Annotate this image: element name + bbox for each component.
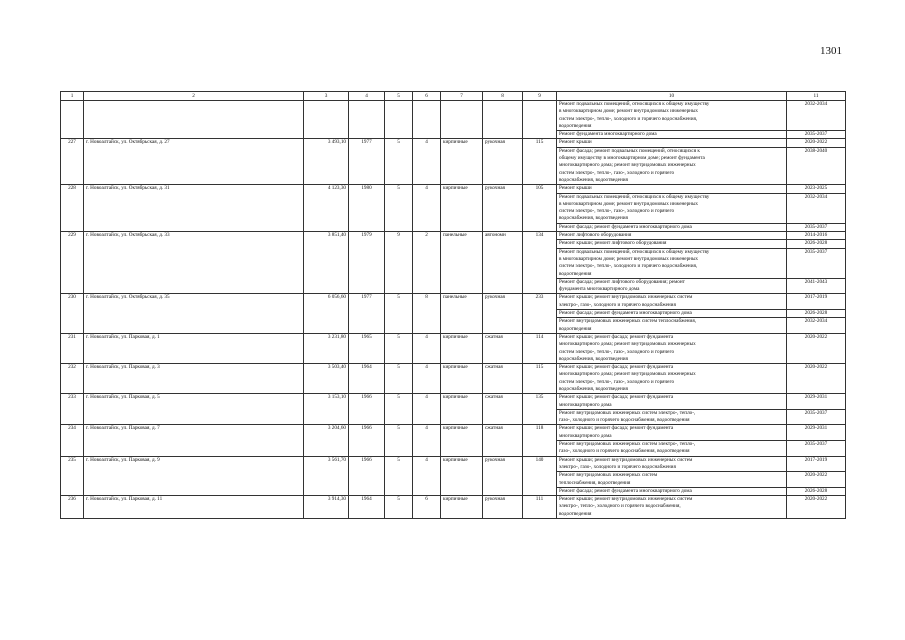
repair-works-cell <box>557 223 787 231</box>
repair-works-line: Ремонт крыши; ремонт внутридомовых инженерных систем <box>559 294 693 301</box>
repair-works-line: систем электро-, тепло-, холодного и горячего водоснабжения, <box>559 115 698 122</box>
repair-works-line: водоснабжения, водоотведения <box>559 385 628 392</box>
building-number-cell: 233 <box>61 394 84 425</box>
repair-works-line: Ремонт внутридомовых инженерных систем электро-, тепло-, <box>559 409 696 416</box>
address-cell: г. Новоалтайск, ул. Парковая, д. 1 <box>84 333 304 363</box>
repair-works-line: Ремонт крыши; ремонт фасада; ремонт фундамента <box>559 333 674 340</box>
apartments-cell: 134 <box>523 232 557 294</box>
repair-works-line: электро-, газо-, холодного и горячего водоснабжения <box>559 463 676 470</box>
address-cell: г. Новоалтайск, ул. Октябрьская, д. 27 <box>84 139 304 185</box>
gas-supply-cell: сжатная <box>483 364 523 394</box>
column-number: 6 <box>413 92 441 101</box>
repair-works-line: Ремонт крыши; ремонт фасада; ремонт фундамента <box>559 425 674 432</box>
address-cell: г. Новоалтайск, ул. Парковая, д. 9 <box>84 456 304 495</box>
repair-period-cell: 2032-2034 <box>787 318 846 334</box>
apartments-cell: 115 <box>523 139 557 185</box>
building-row <box>61 456 846 472</box>
gas-supply-cell: сжатная <box>483 425 523 456</box>
repair-works-cell <box>557 193 787 223</box>
repair-works-cell <box>557 185 787 193</box>
repair-works-cell <box>557 147 787 184</box>
repair-works-line: водоотведения <box>559 122 592 129</box>
repair-works-cell <box>557 496 787 519</box>
repair-works-cell <box>557 441 787 457</box>
floors-cell: 5 <box>385 364 413 394</box>
repair-works-cell <box>557 310 787 318</box>
apartments-cell: 135 <box>523 394 557 425</box>
apartments-cell: 111 <box>523 496 557 519</box>
repair-works-line: Ремонт подвальных помещений, относящихся к общему имуществу <box>559 193 710 200</box>
entrances-cell: 4 <box>413 139 441 185</box>
wall-material-cell: кирпичные <box>441 364 483 394</box>
area-cell: 6 056,60 <box>304 294 349 333</box>
column-number-row <box>61 92 846 101</box>
repair-period-cell: 2023-2025 <box>787 185 846 193</box>
repair-works-line: Ремонт крыши <box>559 185 592 192</box>
repair-works-line: электро-, газо-, холодного и горячего водоснабжения <box>559 301 676 308</box>
repair-works-cell <box>557 333 787 363</box>
repair-period-cell: 2020-2022 <box>787 364 846 394</box>
repair-works-line: систем электро-, тепло-, газо-, холодного и горячего <box>559 348 675 355</box>
repair-works-cell <box>557 409 787 425</box>
floors-cell: 5 <box>385 425 413 456</box>
repair-period-cell: 2035-2037 <box>787 131 846 139</box>
building-row <box>61 185 846 193</box>
repair-works-cell <box>557 139 787 147</box>
repair-period-cell: 2032-2034 <box>787 101 846 131</box>
repair-period-cell: 2020-2022 <box>787 139 846 147</box>
column-number: 3 <box>304 92 349 101</box>
wall-material-cell: кирпичные <box>441 185 483 232</box>
build-year-cell: 1980 <box>349 185 385 232</box>
build-year-cell: 1966 <box>349 394 385 425</box>
column-number: 11 <box>787 92 846 101</box>
repair-works-line: систем электро-, тепло-, газо-, холодного и горячего <box>559 169 675 176</box>
apartments-cell: 140 <box>523 456 557 495</box>
repair-works-line: Ремонт внутридомовых инженерных систем электро-, тепло-, <box>559 441 696 448</box>
floors-cell: 9 <box>385 232 413 294</box>
wall-material-cell: кирпичные <box>441 496 483 519</box>
gas-supply-cell <box>483 101 523 139</box>
repair-works-line: Ремонт крыши; ремонт внутридомовых инженерных систем <box>559 456 693 463</box>
entrances-cell: 2 <box>413 232 441 294</box>
repair-works-cell <box>557 278 787 294</box>
wall-material-cell: кирпичные <box>441 425 483 456</box>
wall-material-cell: кирпичные <box>441 456 483 495</box>
entrances-cell: 6 <box>413 496 441 519</box>
gas-supply-cell: рукочная <box>483 185 523 232</box>
building-row <box>61 232 846 240</box>
repair-period-cell: 2014-2016 <box>787 232 846 240</box>
entrances-cell: 4 <box>413 456 441 495</box>
repair-period-cell: 2026-2028 <box>787 487 846 495</box>
wall-material-cell: панельные <box>441 294 483 333</box>
column-number: 4 <box>349 92 385 101</box>
build-year-cell: 1966 <box>349 425 385 456</box>
apartments-cell <box>523 101 557 139</box>
repair-works-line: Ремонт крыши; ремонт фасада; ремонт фундамента <box>559 394 674 401</box>
repair-works-line: Ремонт фасада; ремонт лифтового оборудования; ремонт <box>559 278 685 285</box>
repair-works-line: водоснабжения, водоотведения <box>559 215 628 222</box>
area-cell: 3 204,60 <box>304 425 349 456</box>
building-number-cell: 231 <box>61 333 84 363</box>
repair-period-cell: 2041-2043 <box>787 278 846 294</box>
entrances-cell: 4 <box>413 333 441 363</box>
floors-cell <box>385 101 413 139</box>
repair-period-cell: 2029-2031 <box>787 425 846 441</box>
area-cell: 3 851,40 <box>304 232 349 294</box>
column-number: 5 <box>385 92 413 101</box>
build-year-cell: 1964 <box>349 364 385 394</box>
repair-works-line: водоотведения <box>559 325 592 332</box>
apartments-cell: 233 <box>523 294 557 333</box>
repair-period-cell: 2026-2028 <box>787 240 846 248</box>
column-number: 2 <box>84 92 304 101</box>
gas-supply-cell: рукочная <box>483 496 523 519</box>
entrances-cell: 8 <box>413 294 441 333</box>
address-cell: г. Новоалтайск, ул. Октябрьская, д. 33 <box>84 232 304 294</box>
repair-works-line: Ремонт крыши <box>559 139 592 146</box>
building-row <box>61 394 846 410</box>
building-number-cell: 229 <box>61 232 84 294</box>
repair-works-cell <box>557 248 787 278</box>
building-number-cell: 232 <box>61 364 84 394</box>
floors-cell: 5 <box>385 185 413 232</box>
repair-works-cell <box>557 394 787 410</box>
build-year-cell: 1979 <box>349 232 385 294</box>
repair-works-cell <box>557 364 787 394</box>
area-cell: 3 493,10 <box>304 139 349 185</box>
repair-period-cell: 2032-2034 <box>787 193 846 223</box>
repair-works-line: Ремонт крыши; ремонт внутридомовых инженерных систем <box>559 496 693 503</box>
repair-works-line: многоквартирного дома; ремонт внутридомовых инженерных <box>559 162 696 169</box>
repair-works-line: электро-, тепло-, холодного и горячего водоснабжения, <box>559 503 681 510</box>
building-row <box>61 333 846 363</box>
floors-cell: 5 <box>385 294 413 333</box>
address-cell: г. Новоалтайск, ул. Парковая, д. 7 <box>84 425 304 456</box>
repair-works-line: Ремонт фундамента многоквартирного дома <box>559 131 657 138</box>
building-row <box>61 425 846 441</box>
building-number-cell: 228 <box>61 185 84 232</box>
address-cell: г. Новоалтайск, ул. Октябрьская, д. 31 <box>84 185 304 232</box>
address-cell: г. Новоалтайск, ул. Парковая, д. 3 <box>84 364 304 394</box>
gas-supply-cell: сжатная <box>483 333 523 363</box>
building-number-cell: 236 <box>61 496 84 519</box>
repair-works-line: в многоквартирном доме; ремонт внутридомовых инженерных <box>559 255 699 262</box>
repair-works-line: Ремонт лифтового оборудования <box>559 232 632 239</box>
column-number: 1 <box>61 92 84 101</box>
floors-cell: 5 <box>385 456 413 495</box>
apartments-cell: 105 <box>523 185 557 232</box>
repair-period-cell: 2035-2037 <box>787 441 846 457</box>
column-number: 9 <box>523 92 557 101</box>
build-year-cell: 1965 <box>349 333 385 363</box>
repair-period-cell: 2035-2037 <box>787 409 846 425</box>
build-year-cell: 1977 <box>349 139 385 185</box>
repair-works-cell <box>557 318 787 334</box>
repair-period-cell: 2017-2019 <box>787 456 846 472</box>
building-number-cell: 230 <box>61 294 84 333</box>
repair-works-line: в многоквартирном доме; ремонт внутридомовых инженерных <box>559 108 699 115</box>
area-cell <box>304 101 349 139</box>
repair-works-line: Ремонт фасада; ремонт подвальных помещений, относящихся к <box>559 147 700 154</box>
building-row <box>61 139 846 147</box>
repair-period-cell: 2026-2028 <box>787 310 846 318</box>
area-cell: 3 153,10 <box>304 394 349 425</box>
build-year-cell: 1966 <box>349 456 385 495</box>
wall-material-cell: кирпичные <box>441 394 483 425</box>
column-number: 10 <box>557 92 787 101</box>
repair-works-line: Ремонт подвальных помещений, относящихся к общему имуществу <box>559 248 710 255</box>
build-year-cell: 1977 <box>349 294 385 333</box>
area-cell: 3 503,40 <box>304 364 349 394</box>
repair-works-line: Ремонт подвальных помещений, относящихся к общему имуществу <box>559 101 710 107</box>
gas-supply-cell: сжатная <box>483 394 523 425</box>
repair-works-line: водоснабжения, водоотведения <box>559 176 628 183</box>
repair-works-line: водоотведения <box>559 270 592 277</box>
area-cell: 3 914,30 <box>304 496 349 519</box>
repair-works-line: Ремонт крыши; ремонт лифтового оборудования <box>559 240 667 247</box>
repair-works-line: общему имуществу в многоквартирном доме; ремонт фундамента <box>559 155 705 162</box>
entrances-cell: 4 <box>413 394 441 425</box>
column-number: 8 <box>483 92 523 101</box>
repair-works-line: многоквартирного дома; ремонт внутридомовых инженерных <box>559 341 696 348</box>
repair-works-line: водоотведения <box>559 510 592 517</box>
repair-period-cell: 2035-2037 <box>787 223 846 231</box>
address-cell: г. Новоалтайск, ул. Октябрьская, д. 35 <box>84 294 304 333</box>
apartments-cell: 115 <box>523 364 557 394</box>
repair-works-cell <box>557 487 787 495</box>
repair-works-line: систем электро-, тепло-, газо-, холодного и горячего <box>559 208 675 215</box>
repair-works-cell <box>557 472 787 488</box>
apartments-cell: 118 <box>523 425 557 456</box>
repair-works-line: в многоквартирном доме; ремонт внутридомовых инженерных <box>559 200 699 207</box>
repair-works-cell <box>557 131 787 139</box>
wall-material-cell: панельные <box>441 232 483 294</box>
repair-works-cell <box>557 232 787 240</box>
repair-works-cell <box>557 294 787 310</box>
repair-works-line: Ремонт фасада; ремонт фундамента многоквартирного дома <box>559 487 692 494</box>
building-row <box>61 496 846 519</box>
housing-repair-table <box>60 91 846 519</box>
repair-works-line: теплоснабжения, водоотведения <box>559 479 631 486</box>
building-row <box>61 101 846 131</box>
floors-cell: 5 <box>385 496 413 519</box>
repair-works-line: систем электро-, тепло-, холодного и горячего водоснабжения, <box>559 263 698 270</box>
area-cell: 3 231,80 <box>304 333 349 363</box>
repair-period-cell: 2038-2040 <box>787 147 846 184</box>
repair-works-line: газо-, холодного и горячего водоснабжения, водоотведения <box>559 448 690 455</box>
repair-works-line: систем электро-, тепло-, газо-, холодного и горячего <box>559 378 675 385</box>
building-number-cell: 235 <box>61 456 84 495</box>
entrances-cell <box>413 101 441 139</box>
entrances-cell: 4 <box>413 425 441 456</box>
repair-period-cell: 2035-2037 <box>787 248 846 278</box>
repair-works-line: фундамента многоквартирного дома <box>559 286 640 293</box>
repair-works-line: Ремонт крыши; ремонт фасада; ремонт фундамента <box>559 364 674 371</box>
repair-works-line: Ремонт фасада; ремонт фундамента многоквартирного дома <box>559 223 692 230</box>
repair-works-line: многоквартирного дома <box>559 401 612 408</box>
repair-works-cell <box>557 101 787 131</box>
repair-period-cell: 2020-2022 <box>787 472 846 488</box>
address-cell <box>84 101 304 139</box>
gas-supply-cell: автономн <box>483 232 523 294</box>
repair-works-line: водоснабжения, водоотведения <box>559 355 628 362</box>
building-number-cell: 227 <box>61 139 84 185</box>
entrances-cell: 4 <box>413 364 441 394</box>
building-number-cell <box>61 101 84 139</box>
repair-works-line: газо-, холодного и горячего водоснабжения, водоотведения <box>559 417 690 424</box>
column-number: 7 <box>441 92 483 101</box>
repair-works-line: Ремонт фасада; ремонт фундамента многоквартирного дома <box>559 310 692 317</box>
address-cell: г. Новоалтайск, ул. Парковая, д. 5 <box>84 394 304 425</box>
build-year-cell <box>349 101 385 139</box>
repair-works-cell <box>557 240 787 248</box>
apartments-cell: 114 <box>523 333 557 363</box>
floors-cell: 5 <box>385 394 413 425</box>
gas-supply-cell: рукочная <box>483 139 523 185</box>
build-year-cell: 1964 <box>349 496 385 519</box>
area-cell: 4 123,30 <box>304 185 349 232</box>
address-cell: г. Новоалтайск, ул. Парковая, д. 11 <box>84 496 304 519</box>
gas-supply-cell: рукочная <box>483 294 523 333</box>
repair-works-cell <box>557 456 787 472</box>
floors-cell: 5 <box>385 333 413 363</box>
repair-period-cell: 2020-2022 <box>787 496 846 519</box>
wall-material-cell <box>441 101 483 139</box>
repair-works-cell <box>557 425 787 441</box>
page-number: 1301 <box>820 45 842 57</box>
wall-material-cell: кирпичные <box>441 139 483 185</box>
floors-cell: 5 <box>385 139 413 185</box>
wall-material-cell: кирпичные <box>441 333 483 363</box>
repair-period-cell: 2029-2031 <box>787 394 846 410</box>
repair-works-line: Ремонт внутридомовых инженерных систем <box>559 472 658 479</box>
entrances-cell: 4 <box>413 185 441 232</box>
repair-works-line: Ремонт внутридомовых инженерных систем теплоснабжения, <box>559 318 697 325</box>
area-cell: 3 561,70 <box>304 456 349 495</box>
building-number-cell: 234 <box>61 425 84 456</box>
repair-works-line: многоквартирного дома <box>559 432 612 439</box>
building-row <box>61 364 846 394</box>
repair-period-cell: 2017-2019 <box>787 294 846 310</box>
repair-period-cell: 2020-2022 <box>787 333 846 363</box>
building-row <box>61 294 846 310</box>
gas-supply-cell: рукочная <box>483 456 523 495</box>
repair-works-line: многоквартирного дома; ремонт внутридомовых инженерных <box>559 371 696 378</box>
